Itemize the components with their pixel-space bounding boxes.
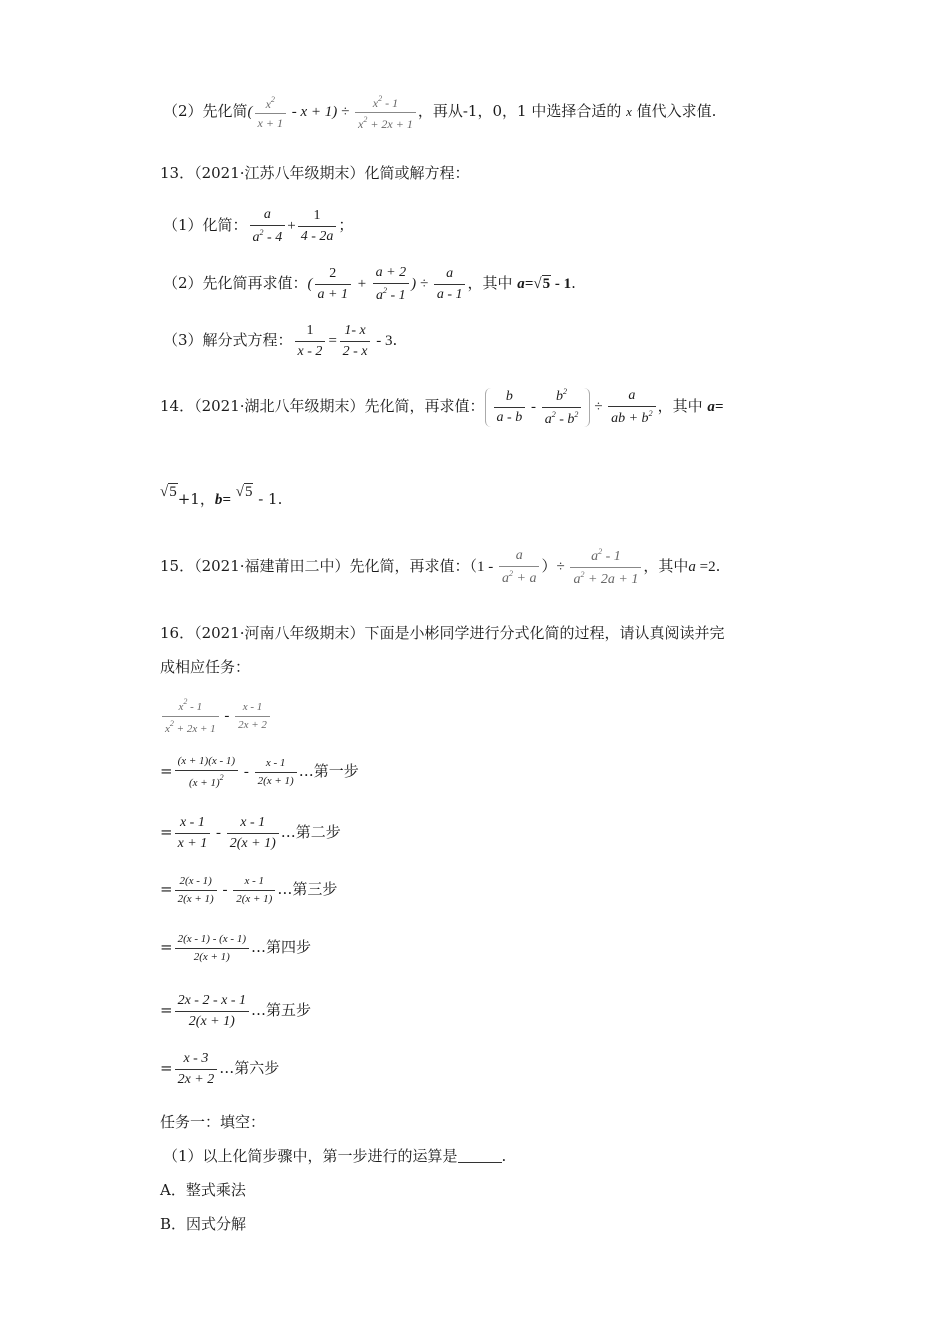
q13-part2-value: a=√5 - 1 — [517, 275, 572, 292]
q15-stem: 15．（2021·福建莆田二中）先化简，再求值： — [160, 556, 470, 575]
q12-part2-end: 值代入求值. — [636, 101, 717, 120]
q15-expr: （1 - $\frac{a}{a^2 + a}$ ）÷ $\frac{a^2 - 1}{a^2 + 2a + 1}$ — [470, 559, 644, 575]
step-label: …第六步 — [219, 1058, 280, 1077]
q14-line2 — [160, 484, 283, 508]
q16-step4: = $\frac{2(x - 1) - (x - 1)}{2(x + 1)}$ …第四步 — [160, 933, 311, 963]
q13-stem: 13．（2021·江苏八年级期末）化简或解方程： — [160, 164, 470, 182]
q15-cond: ，其中 — [643, 556, 689, 575]
q12-var-x: x — [626, 103, 632, 119]
q13-part3-label: （3）解分式方程： — [163, 330, 293, 349]
q14-var-a: a= — [707, 398, 724, 415]
q13-part2-expr: ( $\frac{2}{a + 1}$ + $\frac{a + 2}{a^2 - 1}$ ) ÷ $\frac{a}{a - 1}$ — [308, 276, 468, 292]
q16-step1: = $\frac{(x + 1)(x - 1)}{(x + 1)^2}$ - $\frac{x - 1}{2(x + 1)}$ …第一步 — [160, 755, 359, 789]
step-label: …第五步 — [251, 1000, 312, 1019]
q16-step3: = $\frac{2(x - 1)}{2(x + 1)}$ - $\frac{x - 1}{2(x + 1)}$ …第三步 — [160, 875, 338, 905]
q14-a-value: √5 — [160, 484, 177, 500]
q12-expr: ( $\frac{x^2}{x + 1}$ - x + 1) ÷ $\frac{x^2 - 1}{x^2 + 2x + 1}$ — [248, 104, 418, 120]
q15-value: a =2 — [688, 558, 716, 575]
q13-part1-expr: $\frac{a}{a^2 - 4}$ + $\frac{1}{4 - 2a}$ — [248, 218, 339, 234]
q16-expression: $\frac{x^2 - 1}{x^2 + 2x + 1}$ - $\frac{x - 1}{2x + 2}$ — [160, 698, 272, 735]
q16-step6: = $\frac{x - 3}{2x + 2}$ …第六步 — [160, 1051, 280, 1087]
q16-step2: = $\frac{x - 1}{x + 1}$ - $\frac{x - 1}{2(x + 1)}$ …第二步 — [160, 815, 341, 851]
q12-part2-suffix: ，再从-1，0，1 中选择合适的 — [417, 101, 622, 120]
q14-b-value: √5 — [235, 484, 253, 500]
q16-task1: 任务一：填空： — [160, 1113, 266, 1131]
q12-part2-label: （2）先化简 — [163, 101, 248, 120]
q13-part1-label: （1）化简： — [163, 215, 248, 234]
q16-step5: = $\frac{2x - 2 - x - 1}{2(x + 1)}$ …第五步 — [160, 993, 312, 1029]
q16-option-a: A．整式乘法 — [160, 1181, 246, 1199]
step-label: …第一步 — [298, 761, 359, 780]
q13-part3-expr: $\frac{1}{x - 2}$ = $\frac{1- x}{2 - x}$ - 3 — [293, 333, 393, 349]
q14-stem: 14．（2021·湖北八年级期末）先化简，再求值： — [160, 396, 485, 415]
q14-cond: ，其中 — [657, 396, 703, 415]
q14-a-tail: +1， — [177, 490, 215, 508]
q14-b-label: b= — [214, 492, 231, 508]
step-label: …第四步 — [250, 937, 311, 956]
q16-task1-q1-end: . — [501, 1147, 507, 1165]
q14-line1 — [160, 388, 723, 427]
q12-part2 — [163, 95, 716, 130]
q13-part3: （3）解分式方程： $\frac{1}{x - 2}$ = $\frac{1- x}{2 - x}$ - 3. — [163, 323, 398, 359]
q13-part2-label: （2）先化简再求值： — [163, 273, 308, 292]
step-label: …第三步 — [277, 879, 338, 898]
q13-part2-cond: ，其中 — [467, 273, 513, 292]
q16-stem-1: 16．（2021·河南八年级期末）下面是小彬同学进行分式化简的过程，请认真阅读并完 — [160, 624, 725, 642]
q16-task1-q1-text: （1）以上化简步骤中，第一步进行的运算是 — [163, 1147, 458, 1165]
q16-option-b: B．因式分解 — [160, 1215, 247, 1233]
q15: 15．（2021·福建莆田二中）先化简，再求值：（1 - $\frac{a}{a^2 + a}$ ）÷ $\frac{a^2 - 1}{a^2 + 2a + 1}$ ，其中a =2. — [160, 547, 721, 587]
step-label: …第二步 — [280, 822, 341, 841]
q16-task1-q1 — [163, 1148, 506, 1164]
q13-part2: （2）先化简再求值：( $\frac{2}{a + 1}$ + $\frac{a + 2}{a^2 - 1}$ ) ÷ $\frac{a}{a - 1}$ ，其中 a=√5 - 1. — [163, 265, 576, 303]
q16-stem-2: 成相应任务： — [160, 658, 251, 676]
q14-b-tail: - 1. — [258, 490, 283, 508]
q13-part1: （1）化简： $\frac{a}{a^2 - 4}$ + $\frac{1}{4 - 2a}$ ； — [163, 207, 354, 245]
answer-blank[interactable] — [458, 1148, 502, 1163]
q14-expr: $\frac{b}{a - b}$ - $\frac{b^2}{a^2 - b^2}$ ÷ $\frac{a}{ab + b^2}$ — [485, 399, 658, 415]
